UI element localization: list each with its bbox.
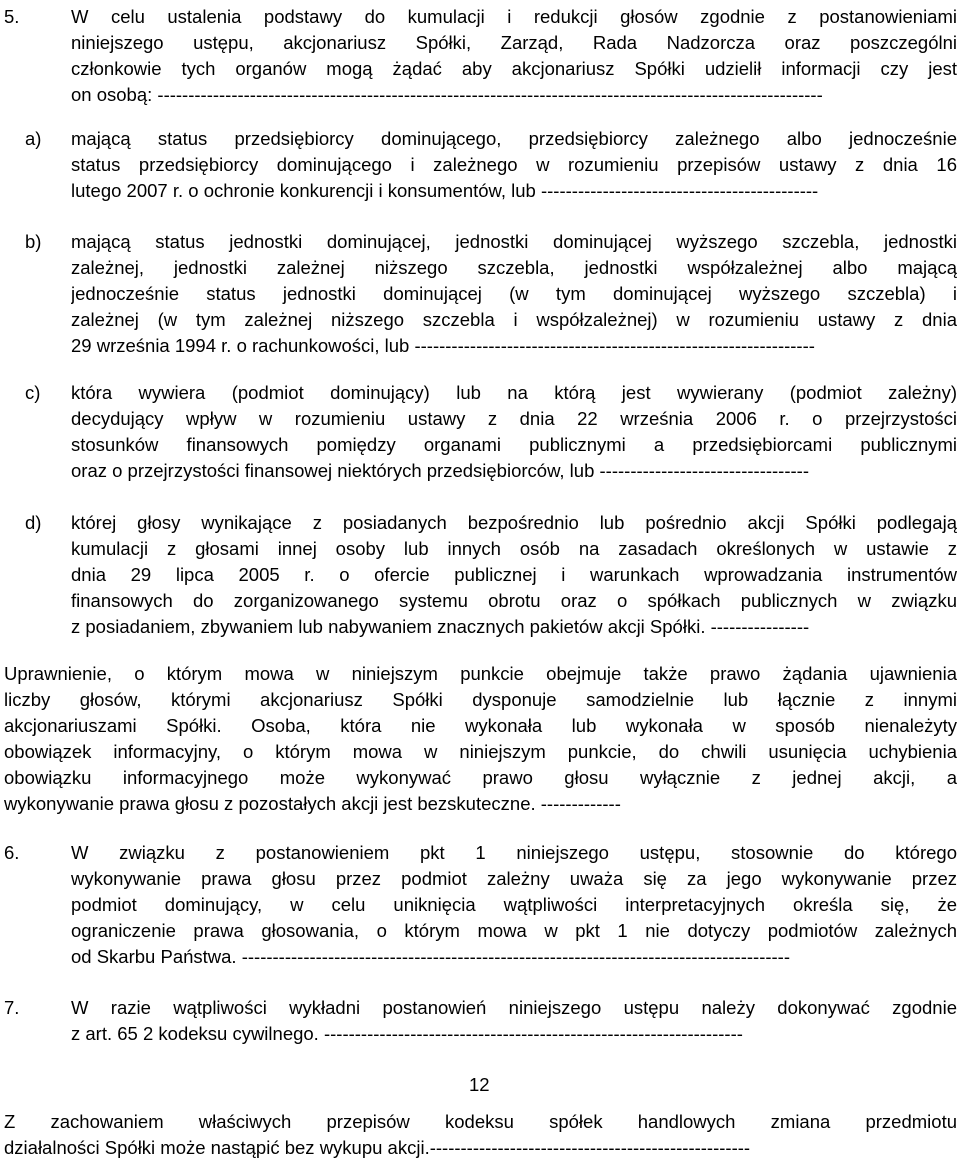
sub-c-marker: c)	[25, 382, 41, 403]
sub-c-line: która wywiera (podmiot dominujący) lub na którą jest wywierany (podmiot zależny)	[71, 382, 957, 403]
sub-a-marker: a)	[25, 128, 42, 149]
item-7-line: W razie wątpliwości wykładni postanowień niniejszego ustępu należy dokonywać zgodnie	[71, 997, 957, 1018]
item-5-line: W celu ustalenia podstawy do kumulacji i redukcji głosów zgodnie z postanowieniami	[71, 6, 957, 27]
sub-d-line: której głosy wynikające z posiadanych bezpośrednio lub pośrednio akcji Spółki podlegają	[71, 512, 957, 533]
item-6-line: podmiot dominujący, w celu uniknięcia wątpliwości interpretacyjnych określa się, że	[71, 894, 957, 915]
paragraph-line: obowiązku informacyjnego może wykonywać prawo głosu wyłącznie z jednej akcji, a	[4, 767, 957, 788]
sub-a-line: lutego 2007 r. o ochronie konkurencji i konsumentów, lub ---------------------------------------------	[71, 180, 819, 201]
sub-d-marker: d)	[25, 512, 42, 533]
item-5-number: 5.	[4, 6, 20, 27]
item-7-number: 7.	[4, 997, 20, 1018]
item-7-line: z art. 65 2 kodeksu cywilnego. --------------------------------------------------------------------	[71, 1023, 743, 1044]
sub-b-line: 29 września 1994 r. o rachunkowości, lub -----------------------------------------------------------------	[71, 335, 815, 356]
footer-line: działalności Spółki może nastąpić bez wykupu akcji.----------------------------------------------------	[4, 1137, 751, 1158]
sub-a-line: mającą status przedsiębiorcy dominującego, przedsiębiorcy zależnego albo jednocześnie	[71, 128, 957, 149]
item-5-line: on osobą: ------------------------------------------------------------------------------------------------------------	[71, 84, 823, 105]
sub-c-line: oraz o przejrzystości finansowej niektórych przedsiębiorców, lub ----------------------------------	[71, 460, 809, 481]
sub-c-line: stosunków finansowych pomiędzy organami publicznymi a przedsiębiorcami publicznymi	[71, 434, 957, 455]
sub-c-line: decydujący wpływ w rozumieniu ustawy z dnia 22 września 2006 r. o przejrzystości	[71, 408, 957, 429]
paragraph-line: liczby głosów, którymi akcjonariusz Spółki dysponuje samodzielnie lub łącznie z innymi	[4, 689, 957, 710]
sub-b-line: mającą status jednostki dominującej, jednostki dominującej wyższego szczebla, jednostki	[71, 231, 957, 252]
sub-b-line: zależnej, jednostki zależnej niższego szczebla, jednostki współzależnej albo mającą	[71, 257, 957, 278]
sub-a-line: status przedsiębiorcy dominującego i zależnego w rozumieniu przepisów ustawy z dnia 16	[71, 154, 957, 175]
sub-b-marker: b)	[25, 231, 42, 252]
paragraph-line: obowiązek informacyjny, o którym mowa w niniejszym punkcie, do chwili usunięcia uchybienia	[4, 741, 957, 762]
item-6-line: ograniczenie prawa głosowania, o którym mowa w pkt 1 nie dotyczy podmiotów zależnych	[71, 920, 957, 941]
item-5-line: członkowie tych organów mogą żądać aby akcjonariusz Spółki udzielił informacji czy jest	[71, 58, 957, 79]
paragraph-line: wykonywanie prawa głosu z pozostałych akcji jest bezskuteczne. -------------	[4, 793, 621, 814]
paragraph-line: Uprawnienie, o którym mowa w niniejszym punkcie obejmuje także prawo żądania ujawnienia	[4, 663, 957, 684]
paragraph-line: akcjonariuszami Spółki. Osoba, która nie wykonała lub wykonała w sposób nienależyty	[4, 715, 957, 736]
sub-d-line: z posiadaniem, zbywaniem lub nabywaniem znacznych pakietów akcji Spółki. ----------------	[71, 616, 810, 637]
page-number: 12	[469, 1074, 490, 1095]
item-6-number: 6.	[4, 842, 20, 863]
sub-b-line: jednocześnie status jednostki dominującej (w tym dominującej wyższego szczebla) i	[71, 283, 957, 304]
sub-d-line: kumulacji z głosami innej osoby lub innych osób na zasadach określonych w ustawie z	[71, 538, 957, 559]
footer-line: Z zachowaniem właściwych przepisów kodeksu spółek handlowych zmiana przedmiotu	[4, 1111, 957, 1132]
item-6-line: wykonywanie prawa głosu przez podmiot zależny uważa się za jego wykonywanie przez	[71, 868, 957, 889]
item-6-line: od Skarbu Państwa. -----------------------------------------------------------------------------------------	[71, 946, 791, 967]
item-5-line: niniejszego ustępu, akcjonariusz Spółki, Zarząd, Rada Nadzorcza oraz poszczególni	[71, 32, 957, 53]
sub-d-line: dnia 29 lipca 2005 r. o ofercie publicznej i warunkach wprowadzania instrumentów	[71, 564, 957, 585]
sub-b-line: zależnej (w tym zależnej niższego szczebla i współzależnej) w rozumieniu ustawy z dnia	[71, 309, 957, 330]
item-6-line: W związku z postanowieniem pkt 1 niniejszego ustępu, stosownie do którego	[71, 842, 957, 863]
sub-d-line: finansowych do zorganizowanego systemu obrotu oraz o spółkach publicznych w związku	[71, 590, 957, 611]
